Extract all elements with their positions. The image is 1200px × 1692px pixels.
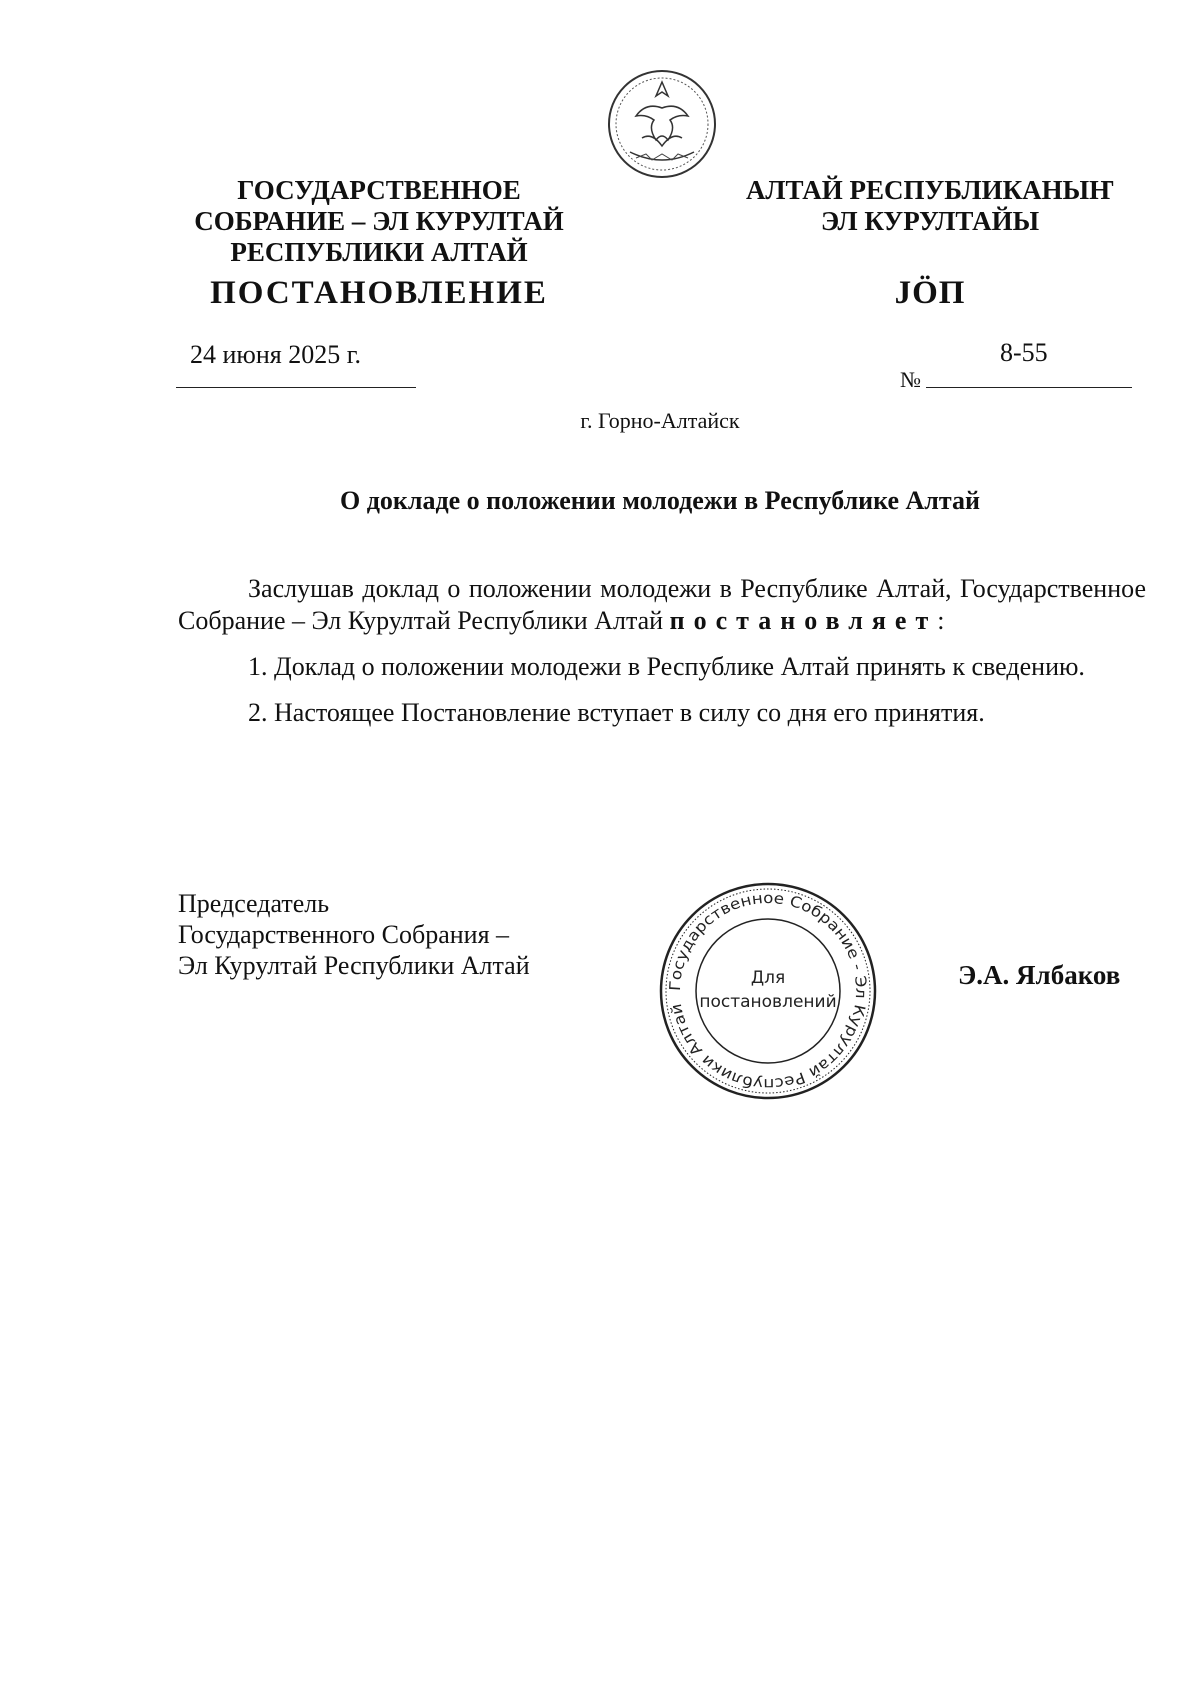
signatory-position: [178, 888, 530, 981]
signatory-name: Э.А. Ялбаков: [958, 960, 1121, 990]
seal-center-line1: Для: [750, 968, 786, 988]
doc-type-right: JÖП: [894, 275, 966, 311]
header-left: [170, 175, 588, 268]
doc-type-left: ПОСТАНОВЛЕНИЕ: [210, 275, 548, 311]
signatory-position-line: Председатель: [178, 889, 330, 918]
resolves-suffix: :: [937, 606, 945, 635]
header-right-line: АЛТАЙ РЕСПУБЛИКАНЫҤ: [745, 175, 1115, 205]
header-right: [728, 175, 1132, 237]
seal-ring-text: Государственное Собрание - Эл Курултай Республики Алтай: [665, 888, 871, 1094]
document-city: г. Горно-Алтайск: [580, 408, 740, 433]
signatory-position-line: Государственного Собрания –: [178, 920, 510, 949]
seal-center-line2: постановлений: [699, 992, 837, 1012]
header-left-line: ГОСУДАРСТВЕННОЕ: [237, 175, 521, 205]
official-seal: [657, 880, 879, 1102]
document-body: [178, 573, 1146, 743]
preamble-paragraph: [178, 573, 1146, 637]
header-left-line: РЕСПУБЛИКИ АЛТАЙ: [230, 237, 528, 267]
coat-of-arms-emblem: [606, 68, 718, 180]
preamble-text: Заслушав доклад о положении молодежи в Республике Алтай, Государственное Собрание – Эл Курултай Республики Алтай: [178, 574, 1146, 635]
header-left-line: СОБРАНИЕ – ЭЛ КУРУЛТАЙ: [194, 206, 564, 236]
resolution-item: 2. Настоящее Постановление вступает в силу со дня его принятия.: [248, 698, 985, 727]
number-underline: [926, 387, 1132, 388]
document-date: 24 июня 2025 г.: [190, 340, 361, 369]
header-right-line: ЭЛ КУРУЛТАЙЫ: [820, 206, 1040, 236]
signatory-position-line: Эл Курултай Республики Алтай: [178, 951, 530, 980]
resolution-item: 1. Доклад о положении молодежи в Республике Алтай принять к сведению.: [248, 652, 1085, 681]
document-title: О докладе о положении молодежи в Республике Алтай: [340, 486, 980, 515]
resolves-word: постановляет: [669, 606, 938, 635]
date-underline: [176, 387, 416, 388]
number-sign: №: [900, 367, 921, 392]
document-number: 8-55: [1000, 338, 1048, 367]
